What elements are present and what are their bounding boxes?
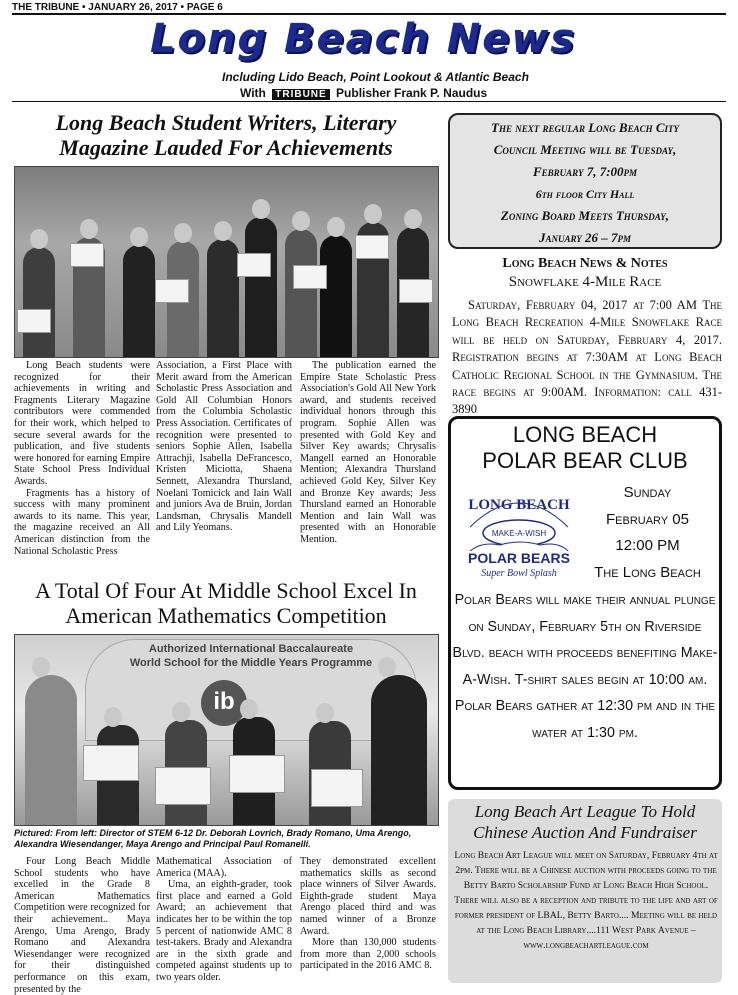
article2-caption: Pictured: From left: Director of STEM 6-12 Dr. Deborah Lovrich, Brady Romano, Uma Arengo, Alexandra Wiesendanger, Maya Arengo and Principal Paul Romanelli. — [14, 828, 412, 849]
masthead-tagline: Including Lido Beach, Point Lookout & Atlantic Beach — [222, 70, 529, 84]
logo-middle-text: MAKE-A-WISH — [491, 529, 547, 538]
polar-bear-line-start: The Long Beach — [594, 563, 701, 581]
council-line-5: Zoning Board Meets Thursday, — [500, 208, 670, 223]
article1-photo — [14, 166, 439, 358]
logo-top-text: LONG BEACH — [468, 497, 570, 513]
article1-headline: Long Beach Student Writers, Literary Magazine Lauded For Achievements — [55, 110, 397, 160]
certificate — [399, 279, 433, 303]
paragraph: Mathematical Association of America (MAA). — [156, 856, 292, 879]
article1-column-3 — [300, 360, 436, 546]
polar-bear-day: Sunday — [623, 484, 672, 501]
paragraph: Long Beach students were recognized for their achievements in writing and Fragments Literary Magazine contributors were commended for their work, which helped to secure several awards for the publication, and five students were honored for earning Empire State School Press Individual Awards. — [14, 360, 150, 487]
certificate — [229, 755, 285, 793]
tribune-logo: TRIBUNE — [272, 89, 329, 100]
council-line-1: The next regular Long Beach City — [491, 120, 679, 135]
folio: THE TRIBUNE • JANUARY 26, 2017 • PAGE 6 — [12, 2, 223, 13]
certificate — [311, 769, 363, 807]
certificate — [83, 745, 139, 781]
photo-person — [320, 235, 352, 357]
art-league-title: Long Beach Art League To Hold Chinese Auction And Fundraiser — [473, 802, 697, 842]
art-league-body: Long Beach Art League will meet on Saturday, February 4th at 2pm. There will be a Chinese auction with proceeds going to the Betty Barto Scholarship Fund at Long Beach High School. There will also be a reception and tribute to the life and art of former president of LBAL, Betty Barto.... Meeting will be held at the Long Beach Library....111 West Park Avenue – www.longbeachartleague.com — [454, 850, 718, 951]
publisher-name: Publisher Frank P. Naudus — [336, 86, 488, 100]
council-line-3: February 7, 7:00pm — [532, 164, 638, 179]
council-line-4: 6th floor City Hall — [535, 187, 635, 201]
photo-person — [207, 239, 239, 357]
article2-headline: A Total Of Four At Middle School Excel In American Mathematics Competition — [35, 578, 417, 628]
banner-line-1: Authorized International Baccalaureate — [148, 643, 354, 655]
paragraph: The publication earned the Empire State Scholastic Press Association's Gold All New York award, and students received individual honors through this program. Sophie Allen was presented with Gold Key and Silver Key awards; Chrysalis Mangell earned an Honorable Mention; Alexandra Thursland achieved Gold Key, Silver Key and Bronze Key awards; Jess Thursland earned an Honorable Mention and Iain Wall was presented with an Honorable Mention. — [300, 360, 436, 545]
photo-person — [285, 229, 317, 357]
council-meeting-box — [448, 113, 722, 249]
council-line-2: Council Meeting will be Tuesday, — [493, 142, 677, 157]
polar-bear-date-block — [580, 480, 715, 586]
article2-column-2 — [156, 856, 292, 984]
photo-person — [371, 675, 427, 825]
article1-column-1 — [14, 360, 150, 557]
masthead-rule — [12, 101, 726, 102]
certificate — [237, 253, 271, 277]
certificate — [155, 767, 211, 805]
banner-line-2: World School for the Middle Years Programme — [129, 657, 373, 669]
article1-column-2 — [156, 360, 292, 534]
polar-bear-title — [448, 422, 722, 474]
paragraph: Saturday, February 04, 2017 at 7:00 AM The Long Beach Recreation 4-Mile Snowflake Race will be held on Saturday, February 4, 2017. Registration begins at 7:30AM at Long Beach Catholic Regional School in the Gymnasium. The race begins at 9:00AM. Information: call 431- 3890 — [452, 298, 722, 417]
certificate — [355, 235, 389, 259]
photo-person — [123, 245, 155, 357]
notes-subtitle: Snowflake 4-Mile Race — [508, 274, 662, 290]
certificate — [293, 265, 327, 289]
council-line-6: January 26 – 7pm — [538, 230, 632, 245]
polar-bears-logo — [460, 487, 578, 579]
logo-sub-text: Super Bowl Splash — [481, 568, 557, 579]
polar-bear-title-line-2: POLAR BEAR CLUB — [482, 448, 688, 473]
notes-title: Long Beach News & Notes — [502, 256, 668, 271]
paragraph: They demonstrated excellent mathematics skills as second place winners of Silver Awards. Eighth-grade student Maya Arengo placed third and was named winner of a Bronze Award. — [300, 856, 436, 937]
article2-column-1 — [14, 856, 150, 995]
top-rule — [12, 13, 726, 15]
masthead-publisher-line — [240, 86, 487, 100]
certificate — [17, 309, 51, 333]
certificate — [155, 279, 189, 303]
paragraph: Fragments has a history of success with many prominent awards to its name. This year, the magazine received an All American distinction from the National Scholastic Press — [14, 487, 150, 557]
certificate — [70, 243, 104, 267]
masthead-title: Long Beach News — [150, 16, 577, 62]
paragraph: Uma, an eighth-grader, took first place and earned a Gold Award; an achievement that indicates her to be within the top 5 percent of nationwide AMC 8 test-takers. Brady and Alexandra are in the sixth grade and competed against students up to two years older. — [156, 879, 292, 983]
ib-logo-icon: ib — [201, 680, 247, 726]
polar-bear-date: February 05 — [606, 510, 689, 528]
paragraph: Four Long Beach Middle School students who have excelled in the Grade 8 American Mathematics Competition were recognized for their achievement.. Maya Arengo, Uma Arengo, Brady Romano and Alexandra Wiesendanger were recognized for their distinguished performance on this exam, presented by the — [14, 856, 150, 995]
paragraph: More than 130,000 students from more than 2,000 schools participated in the 2016 AMC 8. — [300, 937, 436, 972]
article2-photo — [14, 634, 439, 826]
polar-bear-body: Polar Bears will make their annual plunge on Sunday, February 5th on Riverside Blvd. beach with proceeds benefiting Make-A-Wish. T-shirt sales begin at 10:00 am. Polar Bears gather at 12:30 pm and in the water at 1:30 pm. — [452, 592, 718, 741]
polar-bear-time: 12:00 PM — [615, 537, 680, 554]
polar-bear-title-line-1: LONG BEACH — [512, 422, 658, 447]
logo-bottom-text: POLAR BEARS — [468, 550, 570, 566]
photo-person — [25, 675, 77, 825]
article2-column-3 — [300, 856, 436, 972]
photo-person — [23, 247, 55, 357]
photo-person — [245, 217, 277, 357]
with-label: With — [240, 86, 266, 100]
paragraph: Association, a First Place with Merit award from the American Scholastic Press Association and Gold All Columbian Honors from the Columbia Scholastic Press Association. Certificates of recognition were presented to seniors Sophie Allen, Isabella Attrachji, Isabella DeFrancesco, Kristen Miciotta, Shaena Sennett, Alexandra Thursland, Noelani Tomicick and Iain Wall and juniors Ava de Bruin, Jordan Landsman, Chrysalis Mandell and Lily Yeomans. — [156, 360, 292, 534]
notes-body — [452, 297, 722, 419]
